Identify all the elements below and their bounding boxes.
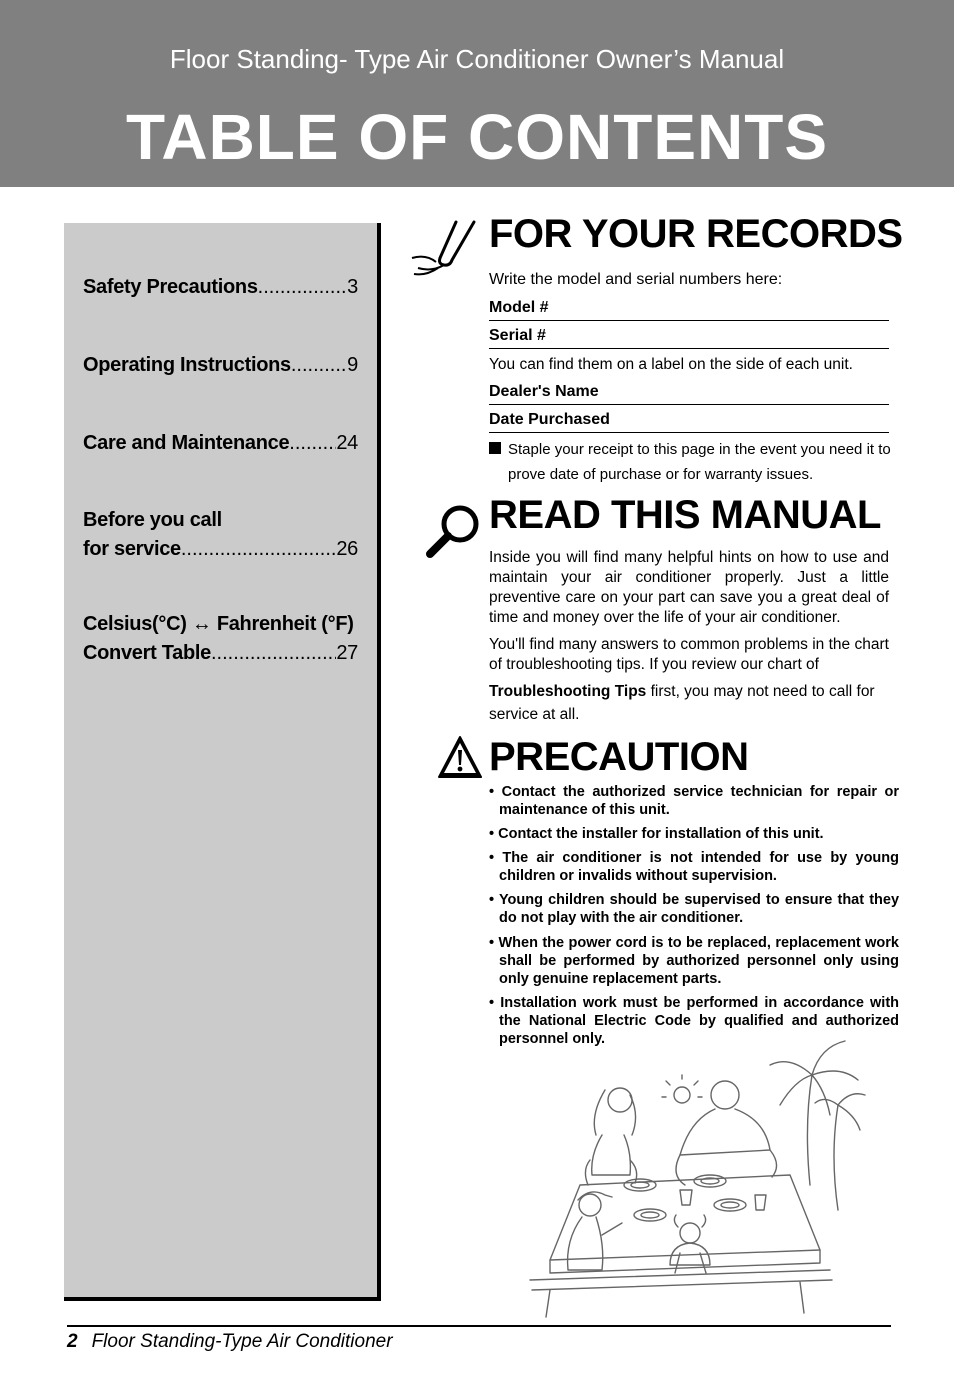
pen-icon [408,218,480,278]
footer-rule [67,1325,891,1327]
toc-page-number: 26 [336,538,358,560]
precaution-title: PRECAUTION [489,735,749,779]
toc-page-number: 3 [347,276,358,298]
toc-item-safety[interactable]: Safety Precautions ..... 3 [83,273,358,302]
precaution-item: • Installation work must be performed in accordance with the National Electric Code by qualified and authorized personnel only. [489,995,900,1047]
precaution-item: • When the power cord is to be replaced, replacement work shall be performed by authorized personnel only using only genuine replacement parts. [489,935,899,987]
page-number: 2 [67,1331,78,1352]
toc-panel [64,223,381,1301]
staple-note: Staple your receipt to this page in the event you need it to prove date of purchase or for warranty issues. [489,437,900,487]
label-location-note: You can find them on a label on the side of each unit. [489,356,853,373]
family-picnic-illustration [520,1035,870,1320]
records-title: FOR YOUR RECORDS [489,212,903,256]
page-footer [67,1331,393,1353]
precaution-item: • The air conditioner is not intended for use by young children or invalids without supervision. [489,850,900,884]
footer-text: Floor Standing-Type Air Conditioner [91,1331,393,1352]
manual-paragraph-1: Inside you will find many helpful hints on how to use and maintain your air conditioner properly. Just a little preventive care on your part can save you a great deal of time and money over the life of your air conditioner. [489,549,889,626]
page-title: TABLE OF CONTENTS [126,101,828,173]
date-purchased-field[interactable]: Date Purchased [489,411,889,433]
toc-page-number: 27 [336,642,358,664]
manual-paragraph-3: Troubleshooting Tips first, you may not need to call for service at all. [489,683,875,723]
toc-item-operating[interactable]: Operating Instructions ..... 9 [83,351,358,380]
manual-title: READ THIS MANUAL [489,493,881,537]
records-intro: Write the model and serial numbers here: [489,271,783,288]
manual-paragraph-2: You'll find many answers to common problems in the chart of troubleshooting tips. If you review our chart of [489,636,889,673]
page-header [0,0,954,187]
serial-number-field[interactable]: Serial # [489,327,889,349]
model-number-field[interactable]: Model # [489,299,889,321]
precaution-item: • Young children should be supervised to ensure that they do not play with the air conditioner. [489,892,900,926]
toc-page-number: 24 [336,432,358,454]
toc-item-care[interactable]: Care and Maintenance ..... 24 [83,429,358,458]
magnifier-icon [424,503,482,559]
manual-subtitle: Floor Standing- Type Air Conditioner Owner’s Manual [169,44,785,74]
toc-item-convert[interactable]: Celsius(°C) ↔ Fahrenheit (°F) Convert Table ..... 27 [83,610,358,668]
precaution-item: • Contact the installer for installation of this unit. [489,826,824,842]
square-bullet-icon [489,442,501,454]
warning-icon [437,735,483,779]
toc-page-number: 9 [347,354,358,376]
dealer-name-field[interactable]: Dealer's Name [489,383,889,405]
precaution-item: • Contact the authorized service technician for repair or maintenance of this unit. [489,784,899,818]
toc-item-service[interactable]: Before you call for service ..... 26 [83,506,358,564]
